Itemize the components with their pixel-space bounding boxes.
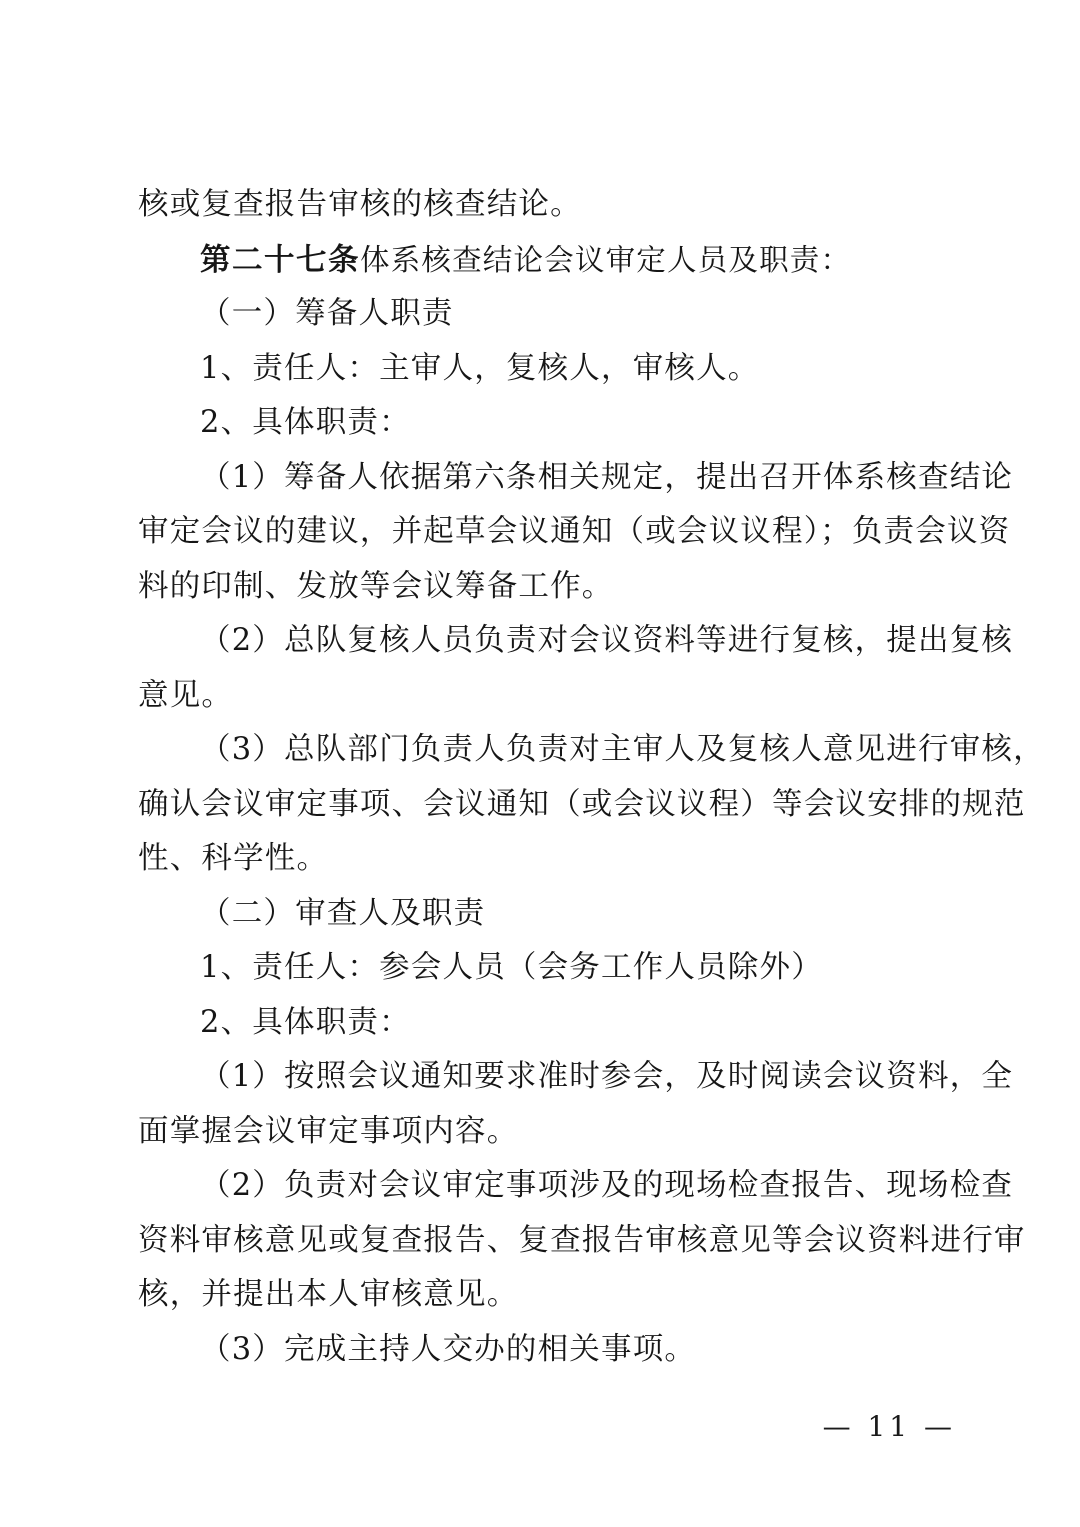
- text-line: （2）总队复核人员负责对会议资料等进行复核，提出复核: [200, 623, 1014, 658]
- article-heading: [138, 233, 956, 288]
- article-title: 体系核查结论会议审定人员及职责：: [360, 242, 852, 277]
- text-line: （3）总队部门负责人负责对主审人及复核人意见进行审核，: [200, 732, 1045, 767]
- text-line: 2、具体职责：: [200, 405, 411, 440]
- text-line: 资料审核意见或复查报告、复查报告审核意见等会议资料进行审: [138, 1222, 1026, 1258]
- text-line: 意见。: [138, 677, 234, 713]
- article-number: 第二十七条: [200, 241, 360, 278]
- text-line: 核，并提出本人审核意见。: [138, 1277, 519, 1312]
- text-line: 2、具体职责：: [200, 1004, 411, 1040]
- text-line: （一）筹备人职责: [200, 296, 454, 331]
- text-line: （1）筹备人依据第六条相关规定，提出召开体系核查结论: [200, 459, 1014, 495]
- text-line: 面掌握会议审定事项内容。: [138, 1113, 519, 1149]
- text-line: 确认会议审定事项、会议通知（或会议议程）等会议安排的规范: [138, 786, 1026, 822]
- text-line: （3）完成主持人交办的相关事项。: [200, 1331, 697, 1367]
- text-line: 核或复查报告审核的核查结论。: [138, 187, 582, 222]
- text-line: 审定会议的建议，并起草会议通知（或会议议程）；负责会议资: [138, 514, 1011, 549]
- text-line: （二）审查人及职责: [200, 895, 486, 931]
- text-line: 性、科学性。: [138, 841, 329, 876]
- page-number: — 11 —: [822, 1410, 956, 1443]
- text-line: 1、责任人：主审人，复核人，审核人。: [200, 350, 760, 386]
- text-line: （1）按照会议通知要求准时参会，及时阅读会议资料，全: [200, 1059, 1014, 1094]
- text-line: （2）负责对会议审定事项涉及的现场检查报告、现场检查: [200, 1168, 1014, 1203]
- document-body: [138, 178, 1045, 1377]
- text-line: 1、责任人：参会人员（会务工作人员除外）: [200, 950, 823, 985]
- text-line: 料的印制、发放等会议筹备工作。: [138, 568, 614, 604]
